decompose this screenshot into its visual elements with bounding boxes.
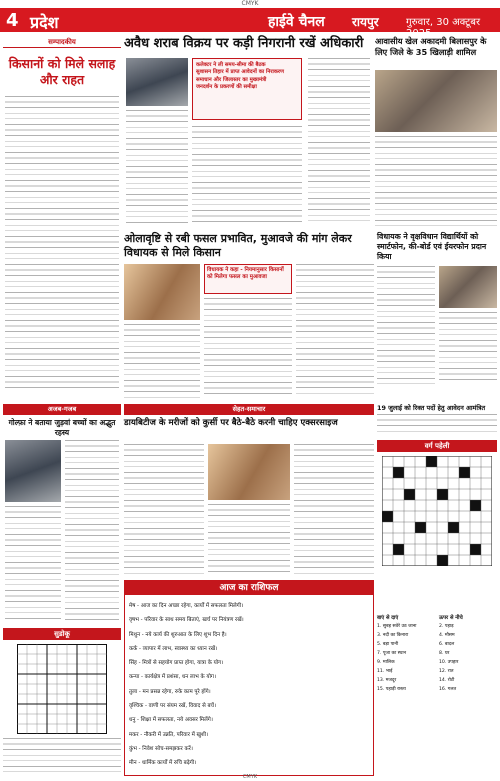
health-col2 xyxy=(208,504,290,574)
health-col3 xyxy=(294,444,374,574)
right-mid-story xyxy=(377,232,497,402)
middle-story xyxy=(124,232,374,402)
sudoku-grid xyxy=(17,644,107,734)
clue-across: 3. नदी का किनारा xyxy=(377,633,409,638)
across-label: बाएं से दाएं xyxy=(377,615,399,621)
paper-name: हाईवे चैनल xyxy=(268,14,325,30)
right-top-story xyxy=(375,36,497,228)
crossword-across xyxy=(377,614,435,694)
right-mid-col2 xyxy=(439,312,497,384)
main-bullets-box xyxy=(192,58,302,120)
main-photo xyxy=(126,58,188,106)
clue-across: 5. बड़ा पानी xyxy=(377,642,399,647)
clue-down: 16. गलत xyxy=(439,687,457,692)
health-news-box xyxy=(124,404,374,576)
city-name: रायपुर xyxy=(352,15,379,29)
clue-across: 11. भाई xyxy=(377,669,393,674)
editorial-label: सम्पादकीय xyxy=(3,36,121,48)
middle-inset-text: विधायक ने कहा - नियमानुसार किसानों को मिलेगा फसल का मुआवजा xyxy=(207,267,284,280)
clue-down: 4. मौसम xyxy=(439,633,455,638)
horoscope-item: वृषभ - परिवार के साथ समय बिताएं, खर्च पर नियंत्रण रखें। xyxy=(129,617,244,624)
main-headline: अवैध शराब विक्रय पर कड़ी निगरानी रखें अधिकारी xyxy=(124,36,364,51)
clue-down: 14. रोटी xyxy=(439,678,455,683)
right-small-body xyxy=(377,414,497,436)
cmyk-mark: CMYK xyxy=(241,0,259,7)
crossword-box xyxy=(377,440,497,612)
middle-headline: ओलावृष्टि से रबी फसल प्रभावित, मुआवजे की मांग लेकर विधायक से मिले किसान xyxy=(124,232,352,259)
horoscope-item: कन्या - कार्यक्षेत्र में प्रशंसा, धन लाभ के योग। xyxy=(129,674,217,681)
ajab-label: अजब-गजब xyxy=(3,404,121,415)
main-bullet: समाधान और जिलास्तर का मुख्यमंत्री xyxy=(196,76,267,83)
clue-down: 8. घर xyxy=(439,651,450,656)
horoscope-item: सिंह - मित्रों से सहयोग प्राप्त होगा, यात्रा के योग। xyxy=(129,660,224,667)
horoscope-item: वृश्चिक - वाणी पर संयम रखें, विवाद से बचें। xyxy=(129,703,217,710)
middle-photo xyxy=(124,264,200,320)
right-top-photo xyxy=(375,70,497,132)
right-mid-col1 xyxy=(377,266,435,384)
down-label: ऊपर से नीचे xyxy=(439,615,463,621)
right-mid-photo xyxy=(439,266,497,308)
right-top-body xyxy=(375,136,497,226)
health-headline: डायबिटीज के मरीजों को कुर्सी पर बैठे-बैठे करनी चाहिए एक्सरसाइज xyxy=(124,418,338,428)
middle-col1 xyxy=(124,324,200,398)
sudoku-title: सुडोकू xyxy=(3,628,121,640)
horoscope-item: मेष - आज का दिन अच्छा रहेगा, कार्यों में सफलता मिलेगी। xyxy=(129,603,244,609)
cmyk-mark-bottom: CMYK xyxy=(242,774,258,780)
horoscope-item: मीन - धार्मिक कार्यों में रुचि बढ़ेगी। xyxy=(129,760,197,767)
main-bullet: जनदर्शन के प्रकरणों की समीक्षा xyxy=(196,84,257,91)
clue-down: 6. बादल xyxy=(439,642,455,647)
main-col2 xyxy=(192,126,302,224)
horoscope-item: मिथुन - नये कार्य की शुरुआत के लिए शुभ दिन है। xyxy=(129,631,227,638)
crossword-grid xyxy=(382,456,492,566)
editorial-headline: किसानों को मिले सलाह और राहत xyxy=(8,56,116,87)
main-bullet: कलेक्टर ने ली समय-सीमा की बैठक xyxy=(196,62,266,68)
ajab-gajab-box xyxy=(3,404,121,624)
horoscope-item: तुला - मन प्रसन्न रहेगा, रुके काम पूरे होंगे। xyxy=(129,688,211,695)
ajab-col1 xyxy=(5,506,61,620)
main-story xyxy=(124,36,372,228)
horoscope-item: कर्क - व्यापार में लाभ, स्वास्थ्य का ध्यान रखें। xyxy=(129,645,218,652)
right-small-story xyxy=(377,404,497,436)
ajab-col2 xyxy=(65,440,119,620)
health-col1 xyxy=(124,444,204,574)
horoscope-title: आज का राशिफल xyxy=(125,581,373,595)
health-photo xyxy=(208,444,290,500)
clue-down: 12. रात xyxy=(439,669,454,674)
page-number: 4 xyxy=(6,10,19,31)
main-bullet: सुशासन तिहार में प्राप्त आवेदनों का निराकरण xyxy=(196,69,284,76)
right-top-headline: आवासीय खेल अकादमी बिलासपुर के लिए जिले के 35 खिलाड़ी शामिल xyxy=(375,36,487,57)
editorial-body xyxy=(5,96,119,392)
horoscope-list xyxy=(129,599,369,771)
horoscope-box xyxy=(124,580,374,776)
clue-across: 1. सुबह सवेरे उठ जाना xyxy=(377,624,417,629)
horoscope-item: कुंभ - निवेश सोच-समझकर करें। xyxy=(129,745,193,752)
clue-down: 10. उपहार xyxy=(439,660,459,665)
horoscope-item: धनु - शिक्षा में सफलता, नये अवसर मिलेंगे। xyxy=(129,717,213,724)
crossword-down xyxy=(439,614,497,694)
middle-col2 xyxy=(204,298,292,398)
editorial-column xyxy=(3,36,121,396)
horoscope-item: मकर - नौकरी में उन्नति, परिवार में खुशी। xyxy=(129,731,209,738)
right-small-headline: 19 जुलाई को रिक्त पदों हेतु आवेदन आमंत्रित xyxy=(377,404,486,412)
right-mid-headline: विधायक ने वृक्षविधान विद्यार्थियों को स्मार्टफोन, की-बोर्ड एवं ईयरफोन प्रदान किया xyxy=(377,232,487,261)
middle-col3 xyxy=(296,264,374,398)
middle-inset xyxy=(204,264,292,294)
clue-down: 2. पहाड़ xyxy=(439,624,454,629)
clue-across: 9. मालिक xyxy=(377,660,395,665)
ajab-headline: गोल्फ़ा ने बताया जुड़वां बच्चों का अद्भुत रहस्य xyxy=(8,418,116,437)
clue-across: 7. पूजा का स्थान xyxy=(377,651,407,656)
edition-date: गुरुवार, 30 अक्टूबर 2025 xyxy=(406,17,481,39)
page-header xyxy=(0,8,500,39)
clue-across: 15. पहाड़ी रास्ता xyxy=(377,687,406,692)
crossword-title: वर्ग पहेली xyxy=(377,440,497,452)
ajab-photo xyxy=(5,440,61,502)
crossword-clues xyxy=(377,614,497,776)
section-title: प्रदेश xyxy=(30,13,59,32)
clue-across: 13. मजदूर xyxy=(377,678,397,683)
main-col1 xyxy=(126,110,188,224)
sudoku-box xyxy=(3,628,121,776)
sudoku-rules xyxy=(3,738,121,772)
health-label: सेहत-समाचार xyxy=(124,404,374,415)
main-col3 xyxy=(308,58,370,224)
